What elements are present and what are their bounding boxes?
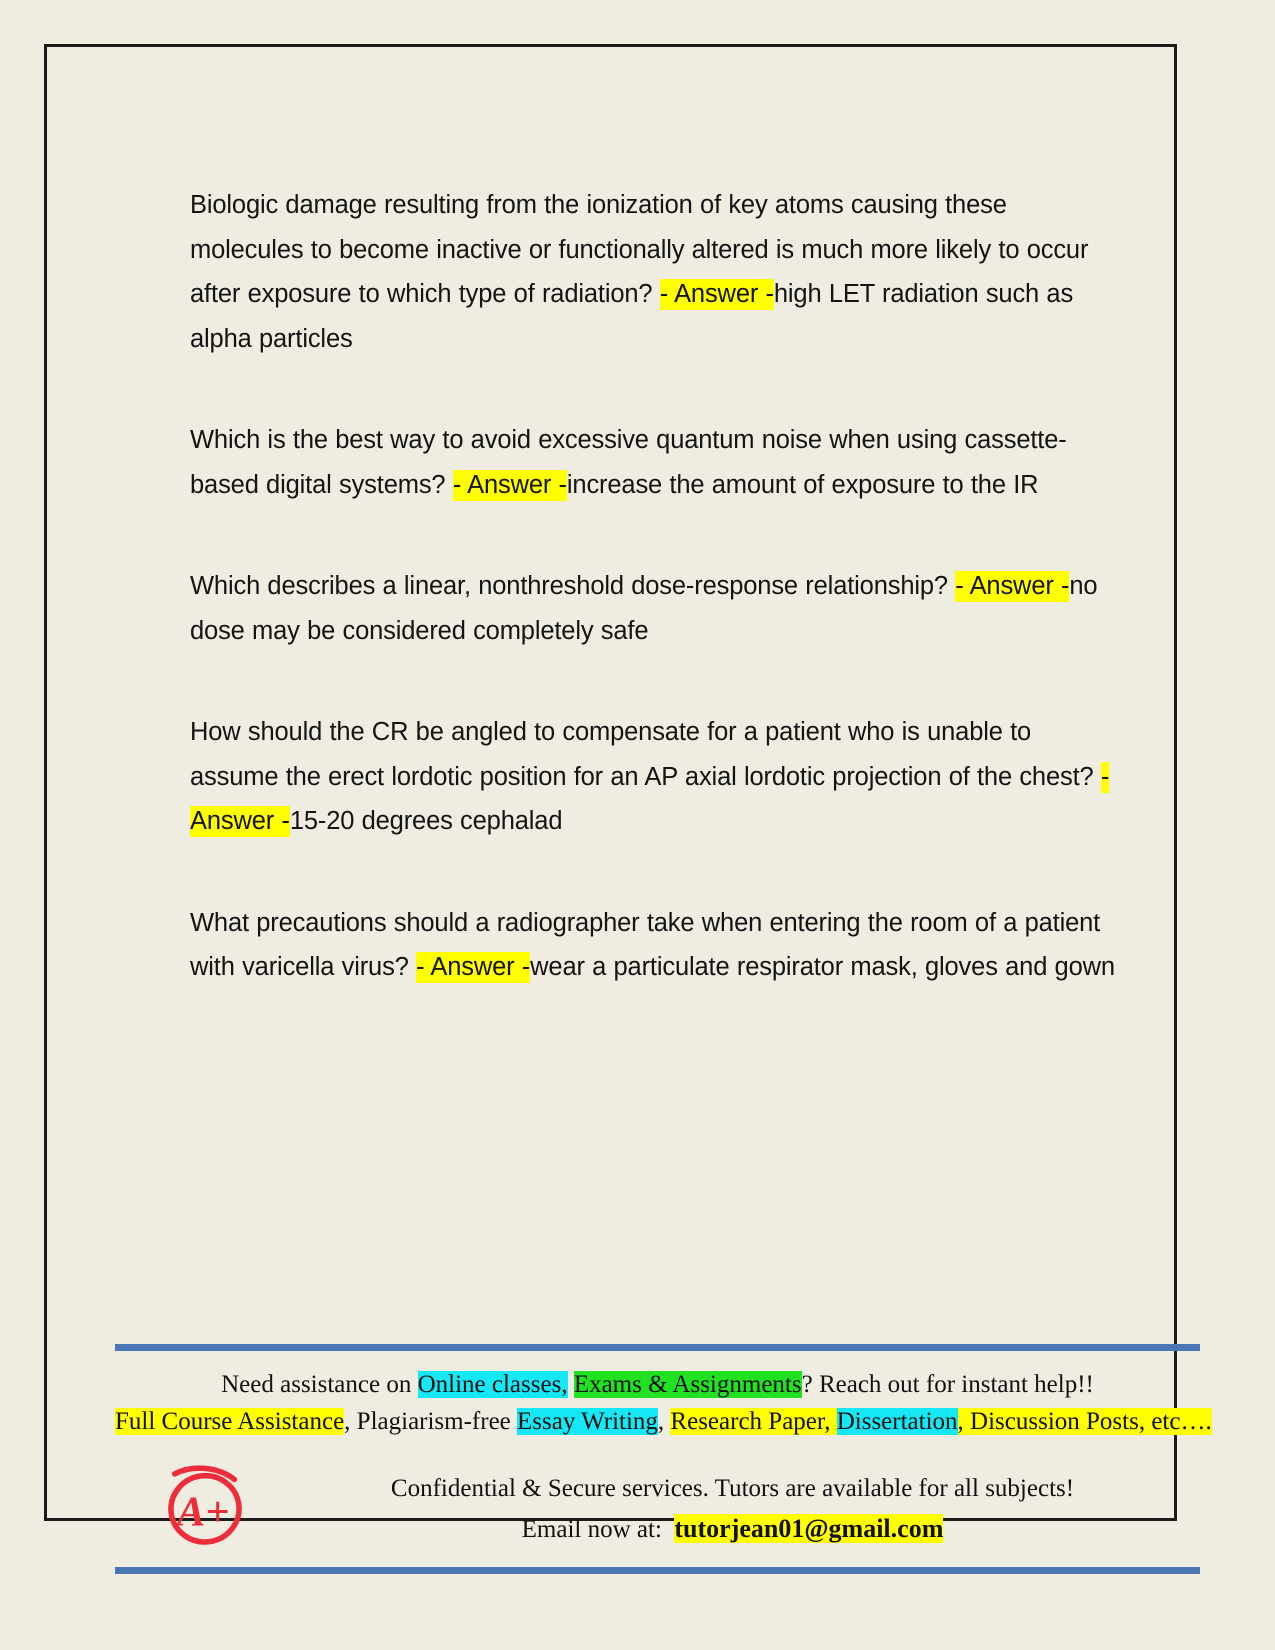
footer-tag-dissertation: Dissertation (836, 1408, 958, 1435)
footer-sep-1: , (657, 1408, 671, 1435)
qa-item-1 (190, 183, 1125, 361)
answer-label-2: - Answer - (452, 470, 567, 499)
footer-tag-research-paper: Research Paper, (670, 1408, 837, 1435)
footer-tag-essay-writing: Essay Writing (517, 1408, 658, 1435)
question-text-3: Which describes a linear, nonthreshold dose-response relationship? (190, 572, 956, 600)
footer-tag-exams-assignments: Exams & Assignments (573, 1371, 802, 1398)
answer-text-4: 15-20 degrees cephalad (289, 807, 563, 835)
question-text-4: How should the CR be angled to compensate for a patient who is unable to assume the erect lordotic position for an AP axial lordotic projection of the chest? (190, 718, 1101, 791)
footer-divider-top (115, 1344, 1200, 1351)
footer-tag-discussion-posts: , Discussion Posts, etc…. (957, 1408, 1212, 1435)
footer-contact-text (265, 1471, 1200, 1544)
answer-text-3: no dose may be considered completely safe (190, 572, 1098, 645)
footer-space-1 (568, 1371, 574, 1398)
answer-label-5: - Answer - (416, 953, 531, 981)
footer-text-need-assistance: Need assistance on (221, 1371, 418, 1398)
footer-contact-row (115, 1461, 1200, 1553)
qa-item-4 (190, 710, 1125, 844)
footer-tag-online-classes: Online classes, (417, 1371, 568, 1398)
answer-label-4: - Answer - (190, 762, 1110, 835)
qa-item-3 (190, 564, 1125, 653)
question-text-2: Which is the best way to avoid excessive quantum noise when using cassette-based digital systems? (190, 426, 1067, 499)
answer-text-2: increase the amount of exposure to the IR (566, 470, 1039, 499)
a-plus-grade-icon (159, 1461, 251, 1553)
answer-text-5: wear a particulate respirator mask, gloves and gown (530, 953, 1115, 981)
footer-services-line-2 (115, 1404, 1212, 1439)
footer-tagline: Confidential & Secure services. Tutors are available for all subjects! (390, 1474, 1075, 1502)
footer-text-plagiarism-free: , Plagiarism-free (344, 1408, 518, 1435)
svg-text:A+: A+ (176, 1488, 230, 1536)
footer-email-prompt: Email now at: (521, 1515, 662, 1543)
promo-footer (115, 1344, 1212, 1574)
page-border-frame (44, 44, 1212, 1543)
footer-services-line-1 (115, 1367, 1200, 1402)
qa-content-area (190, 183, 1125, 990)
footer-tag-full-course-assistance: Full Course Assistance (115, 1408, 345, 1435)
answer-label-3: - Answer - (955, 572, 1070, 600)
footer-divider-bottom (115, 1567, 1200, 1574)
qa-item-5 (190, 901, 1125, 990)
answer-label-1: - Answer - (659, 280, 774, 308)
answer-text-1: high LET radiation such as alpha particles (190, 280, 1074, 353)
footer-email-line (265, 1514, 1200, 1544)
qa-item-2 (190, 418, 1125, 507)
question-text-5: What precautions should a radiographer take when entering the room of a patient with varicella virus? (190, 908, 1101, 981)
footer-email-address[interactable]: tutorjean01@gmail.com (674, 1513, 944, 1543)
question-text-1: Biologic damage resulting from the ionization of key atoms causing these molecules to become inactive or functionally altered is much more likely to occur after exposure to which type of radiation? (190, 191, 1089, 308)
footer-text-reach-out: ? Reach out for instant help!! (801, 1371, 1094, 1398)
